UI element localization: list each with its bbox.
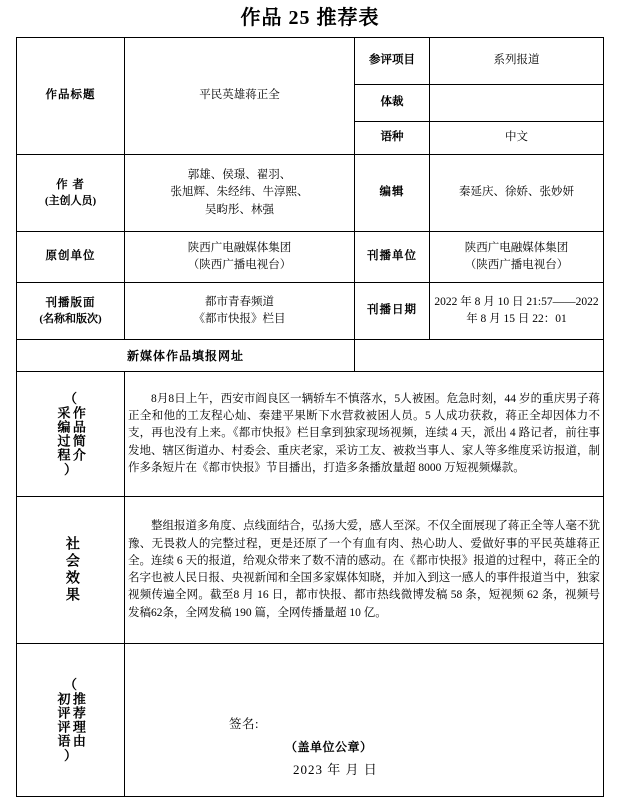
cell-value-origin-unit[interactable]	[125, 232, 355, 283]
publisher-unit-line-1: 陕西广电融媒体集团	[464, 241, 569, 254]
cell-label-genre: 体裁	[355, 85, 430, 122]
cell-label-process	[17, 372, 125, 497]
official-seal-label: （盖单位公章）	[285, 740, 373, 754]
cell-value-effect[interactable]	[125, 497, 604, 644]
recommendation-form-table	[16, 37, 604, 797]
cell-value-publisher-unit[interactable]	[430, 232, 604, 283]
signature-date[interactable]: 2023 年 月 日	[293, 762, 378, 777]
process-label-right: 作品简介	[70, 406, 86, 462]
cell-value-language[interactable]: 中文	[430, 122, 604, 155]
layout-line-1: 都市青春频道	[205, 295, 274, 308]
cell-value-process[interactable]	[125, 372, 604, 497]
process-label-columns	[55, 404, 86, 464]
review-label-right: 推荐理由	[70, 692, 86, 748]
cell-label-work-title: 作品标题	[17, 38, 125, 155]
authors-line-3: 吴畇彤、林强	[205, 203, 274, 216]
cell-value-authors[interactable]	[125, 155, 355, 232]
cell-label-layout	[17, 283, 125, 340]
table-row-layout-date	[17, 283, 604, 340]
table-row-effect	[17, 497, 604, 644]
process-text: 8月8日上午，西安市阎良区一辆轿车不慎落水，5人被困。危急时刻，44 岁的重庆男子蒋正全和他的工友程心灿、秦建平果断下水营救被困人员。5 人成功获救，蒋正全却因体力不支，再也没有上来。《都市快报》栏目拿到独家现场视频，连续 4 天，派出 4 路记者，前往事发地、辖区街道办、村委会、重庆老家，采访工友、被救当事人、家人等多维度采访报道，制作多条短片在《都市快报》节目播出，打造多条播放量超 8000 万短视频爆款。	[128, 392, 600, 474]
review-label-stack	[20, 677, 121, 763]
cell-label-broadcast-date: 刊播日期	[355, 283, 430, 340]
cell-value-genre[interactable]	[430, 85, 604, 122]
signature-block	[125, 649, 603, 791]
layout-label-sub: (名称和版次)	[39, 313, 102, 326]
publisher-unit-line-2: （陕西广播电视台）	[464, 259, 569, 271]
authors-label-sub: (主创人员)	[44, 195, 97, 208]
authors-label-main: 作 者	[56, 178, 85, 191]
cell-value-category[interactable]: 系列报道	[430, 38, 604, 85]
cell-value-broadcast-date[interactable]	[430, 283, 604, 340]
broadcast-date-line-1: 2022 年 8 月 10 日 21:57——2022	[434, 295, 599, 308]
process-paren-bottom: ）	[63, 462, 77, 477]
table-row-authors	[17, 155, 604, 232]
table-row-title	[17, 38, 604, 85]
cell-label-effect	[17, 497, 125, 644]
cell-label-origin-unit: 原创单位	[17, 232, 125, 283]
layout-label-main: 刊播版面	[45, 296, 96, 309]
process-label-stack	[20, 391, 121, 477]
cell-label-authors	[17, 155, 125, 232]
cell-label-category: 参评项目	[355, 38, 430, 85]
cell-label-editor: 编辑	[355, 155, 430, 232]
cell-value-editor[interactable]: 秦延庆、徐娇、张妙妍	[430, 155, 604, 232]
cell-value-newmedia-url[interactable]	[355, 340, 604, 372]
origin-unit-line-2: （陕西广播电视台）	[187, 259, 292, 271]
cell-label-language: 语种	[355, 122, 430, 155]
review-paren-bottom: ）	[63, 748, 77, 763]
review-label-left: 初评评语	[55, 692, 71, 748]
cell-label-newmedia-url: 新媒体作品填报网址	[17, 340, 355, 372]
authors-line-1: 郭雄、侯璟、翟羽、	[187, 169, 292, 182]
cell-label-publisher-unit: 刊播单位	[355, 232, 430, 283]
page-title: 作品 25 推荐表	[240, 7, 380, 29]
broadcast-date-line-2: 年 8 月 15 日 22：01	[466, 313, 567, 325]
cell-value-layout[interactable]	[125, 283, 355, 340]
review-label-columns	[55, 690, 86, 750]
effect-label: 社会效果	[63, 536, 79, 604]
table-row-units	[17, 232, 604, 283]
process-paren-top: （	[63, 391, 77, 406]
origin-unit-line-1: 陕西广电融媒体集团	[187, 241, 292, 254]
cell-value-work-title[interactable]: 平民英雄蒋正全	[125, 38, 355, 155]
authors-line-2: 张旭辉、朱经纬、牛淳熙、	[170, 186, 309, 199]
table-row-newmedia-url	[17, 340, 604, 372]
effect-text: 整组报道多角度、点线面结合，弘扬大爱，感人至深。不仅全面展现了蒋正全等人毫不犹豫、无畏救人的完整过程，更是还原了一个有血有肉、热心助人、爱做好事的平民英雄蒋正全。连续 6 天的报道，给观众带来了数不清的感动。在《都市快报》报道的过程中，蒋正全的名字也被人民日报、央视新闻和全国多家媒体知晓，并加入到这一感人的事件报道当中，独家视频传遍全网。截至8 月 16 日，都市快报、都市热线微博发稿 58 条，短视频 62 条，视频号发稿62条，全网发稿 190 篇，全网传播量超 10 亿。	[128, 520, 600, 619]
process-label-left: 采编过程	[55, 406, 71, 462]
table-row-process	[17, 372, 604, 497]
layout-line-2: 《都市快报》栏目	[193, 313, 286, 325]
review-paren-top: （	[63, 677, 77, 692]
signature-label[interactable]: 签名:	[229, 717, 259, 731]
